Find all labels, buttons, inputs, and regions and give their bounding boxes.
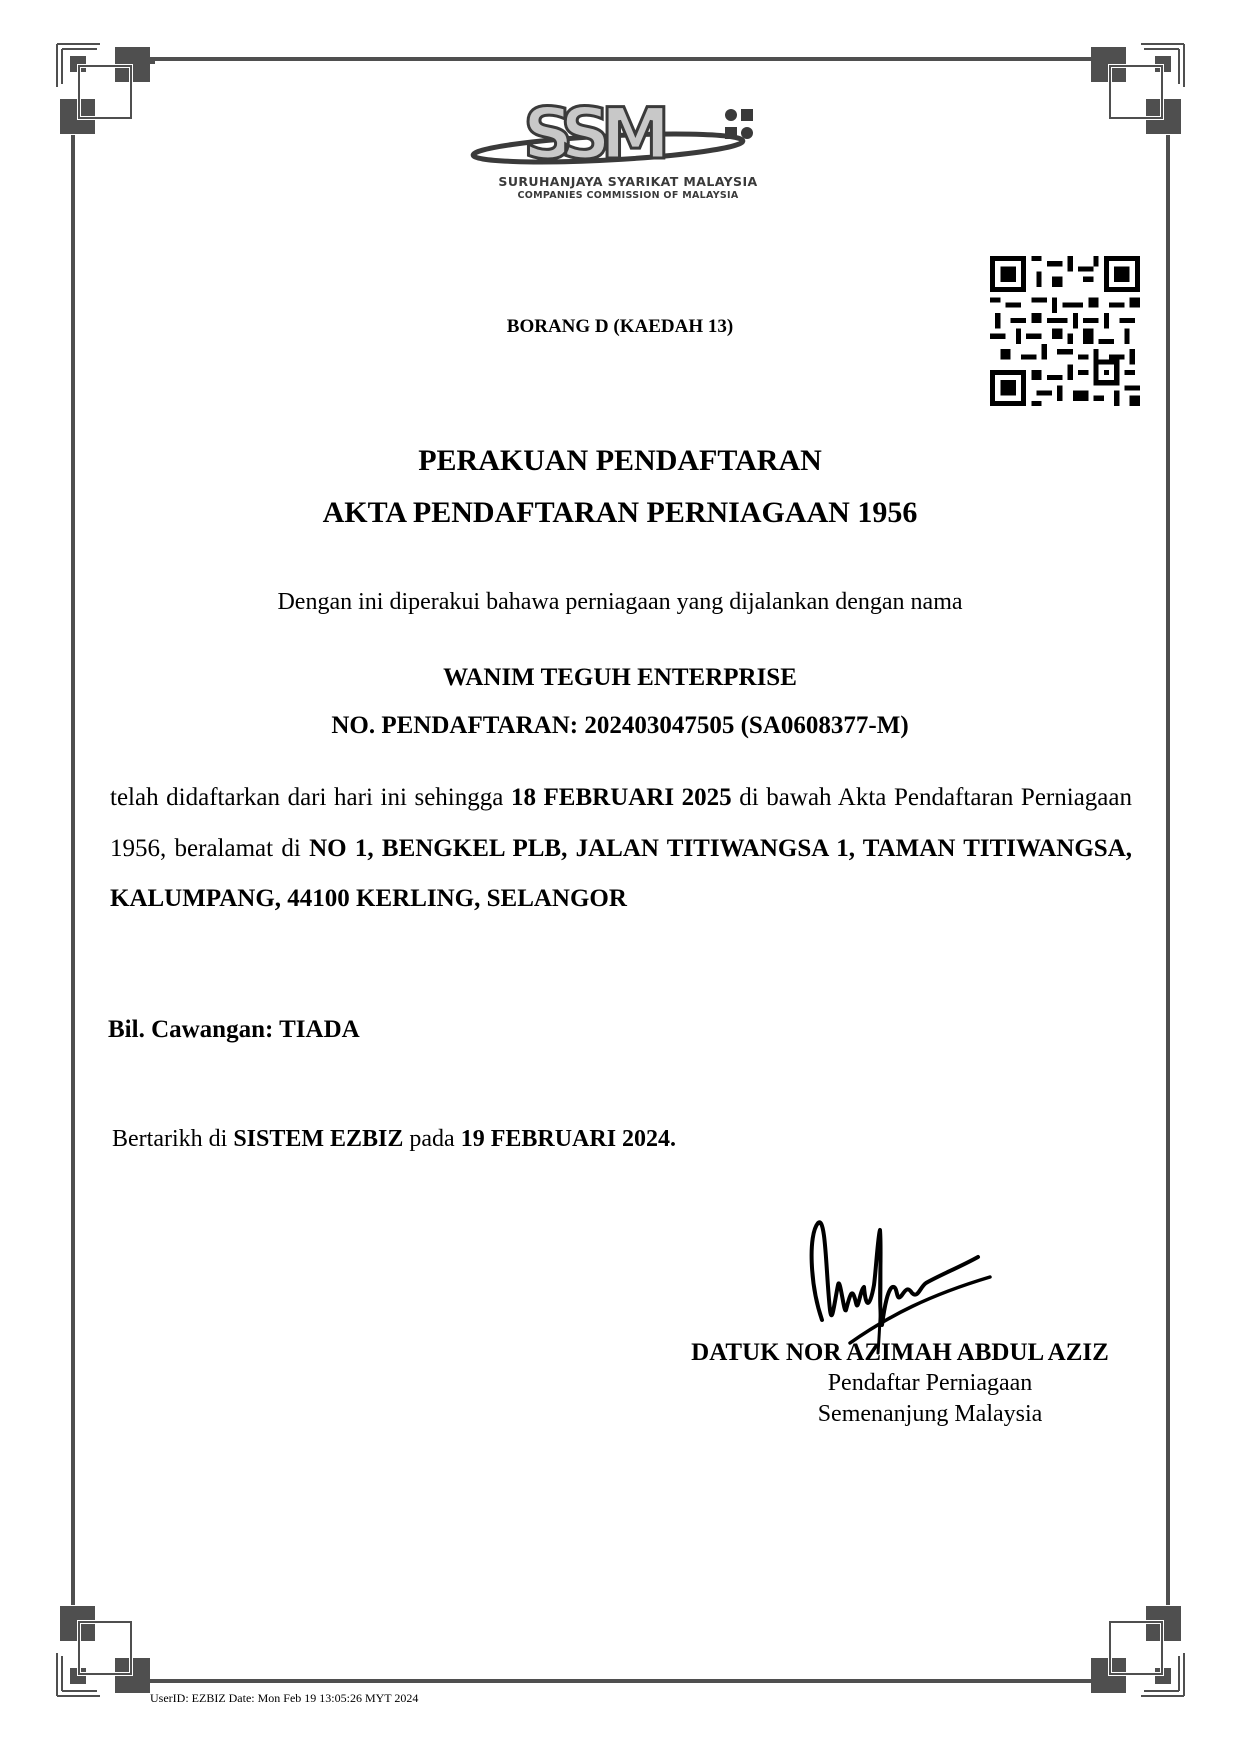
- dated-system: SISTEM EZBIZ: [233, 1126, 404, 1152]
- signatory-name: DATUK NOR AZIMAH ABDUL AZIZ: [691, 1339, 1109, 1366]
- corner-ornament-top-left-icon: [55, 42, 155, 142]
- dated-middle: pada: [403, 1126, 461, 1152]
- intro-text: Dengan ini diperakui bahawa perniagaan yang dijalankan dengan nama: [277, 589, 963, 615]
- expiry-date: 18 FEBRUARI 2025: [510, 784, 732, 811]
- branch-label: Bil. Cawangan:: [108, 1016, 274, 1043]
- certificate-title: PERAKUAN PENDAFTARAN: [418, 444, 822, 477]
- registration-value: 202403047505 (SA0608377-M): [584, 712, 909, 739]
- border-bottom: [135, 1679, 1105, 1683]
- ssm-logo-mark-icon: [468, 96, 788, 176]
- business-name: WANIM TEGUH ENTERPRISE: [443, 664, 797, 691]
- registration-paragraph: [110, 773, 1132, 925]
- footer-userid-timestamp: UserID: EZBIZ Date: Mon Feb 19 13:05:26 MYT 2024: [150, 1691, 419, 1705]
- svg-text:SSM: SSM: [523, 96, 661, 175]
- corner-ornament-bottom-right-icon: [1086, 1598, 1186, 1698]
- border-right: [1166, 135, 1170, 1605]
- body-text-2: di bawah Akta Pendaftaran Perniagaan 1956, beralamat di: [110, 784, 1132, 862]
- certificate-subtitle: AKTA PENDAFTARAN PERNIAGAAN 1956: [322, 496, 918, 529]
- dated-prefix: Bertarikh di: [112, 1126, 234, 1152]
- body-text-1: telah didaftarkan dari hari ini sehingga: [110, 784, 511, 811]
- signatory-title-line-2: Semenanjung Malaysia: [817, 1401, 1043, 1427]
- registration-label: NO. PENDAFTARAN:: [331, 712, 579, 739]
- logo-line-2: COMPANIES COMMISSION OF MALAYSIA: [517, 190, 739, 201]
- business-address: NO 1, BENGKEL PLB, JALAN TITIWANGSA 1, TAMAN TITIWANGSA, KALUMPANG, 44100 KERLING, SELANGOR: [110, 834, 1132, 912]
- signatory-title-line-1: Pendaftar Perniagaan: [827, 1370, 1033, 1396]
- corner-ornament-bottom-left-icon: [55, 1598, 155, 1698]
- dated-date: 19 FEBRUARI 2024.: [460, 1126, 677, 1152]
- corner-ornament-top-right-icon: [1086, 42, 1186, 142]
- registration-number: [0, 712, 1240, 740]
- dated-line: [112, 1126, 676, 1153]
- branch-count: [108, 1016, 360, 1044]
- form-reference: BORANG D (KAEDAH 13): [506, 316, 734, 337]
- border-top: [135, 57, 1105, 61]
- branch-value: TIADA: [279, 1016, 360, 1043]
- logo-line-1: SURUHANJAYA SYARIKAT MALAYSIA: [498, 174, 758, 189]
- ssm-logo: [468, 96, 788, 206]
- border-left: [71, 135, 75, 1605]
- signature-icon: [800, 1215, 1000, 1355]
